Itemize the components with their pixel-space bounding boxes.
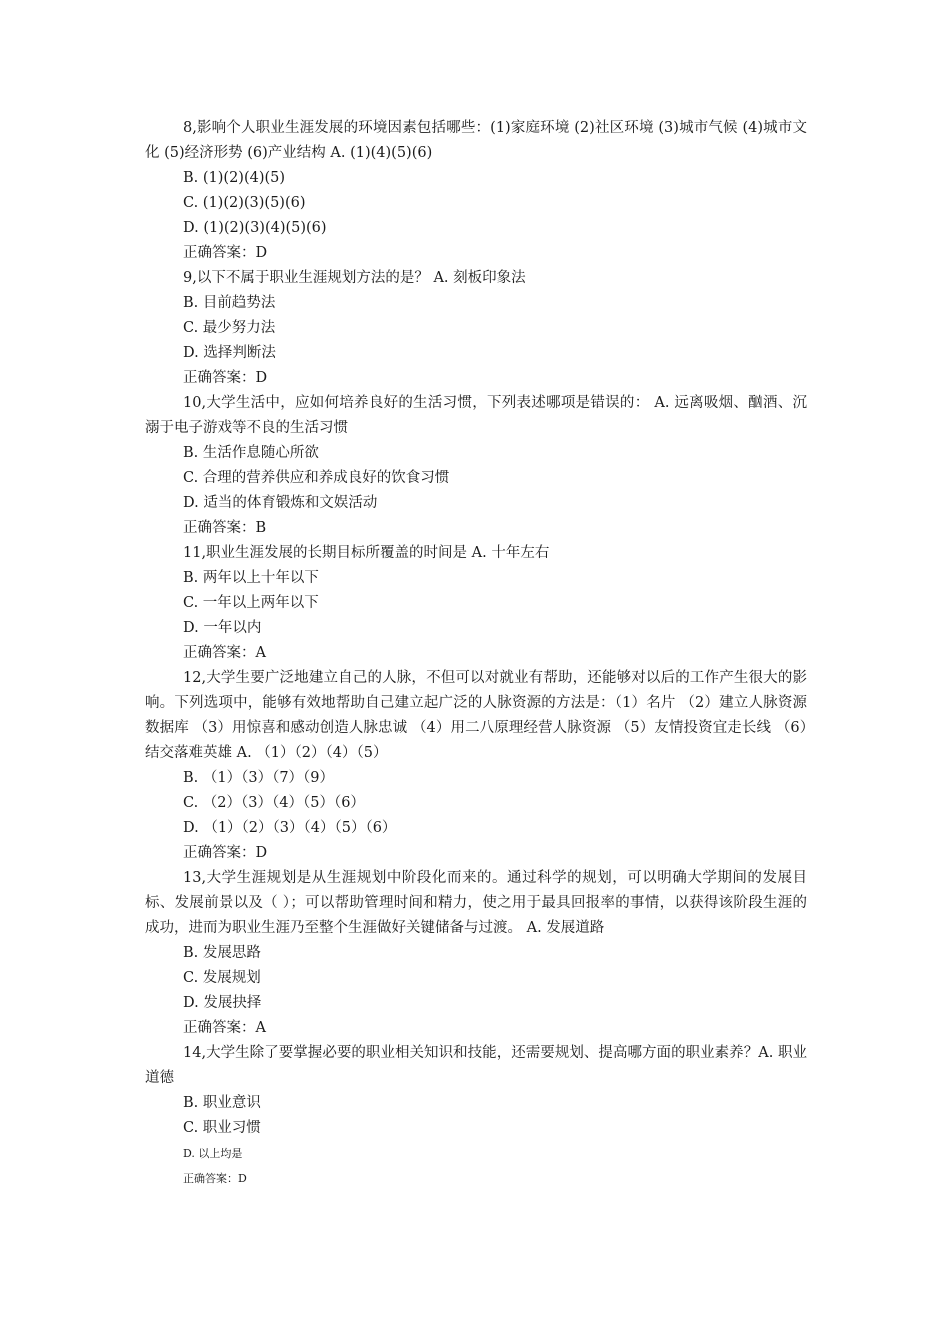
option-c: C. （2）（3）（4）（5）（6） [183,795,365,811]
option-d: D. (1)(2)(3)(4)(5)(6) [183,220,327,236]
option-d: D. 选择判断法 [183,345,276,361]
question-9 [145,266,807,391]
option-d: D. （1）（2）（3）（4）（5）（6） [183,820,397,836]
option-c: C. 职业习惯 [183,1120,261,1136]
question-10 [145,391,807,541]
question-stem: 12,大学生要广泛地建立自己的人脉，不但可以对就业有帮助，还能够对以后的工作产生很大的影响。下列选项中，能够有效地帮助自己建立起广泛的人脉资源的方法是：（1）名片 （2）建立人脉资源数据库 （3）用惊喜和感动创造人脉忠诚 （4）用二八原理经营人脉资源 （5）友情投资宜走长线 （6）结交落难英雄 A. （1）（2）（4）（5） [145,670,807,761]
option-c: C. (1)(2)(3)(5)(6) [183,195,306,211]
answer-line: 正确答案：A [183,645,266,661]
question-stem: 10,大学生活中，应如何培养良好的生活习惯，下列表述哪项是错误的： A. 远离吸烟、酗酒、沉溺于电子游戏等不良的生活习惯 [145,395,807,436]
option-b: B. 发展思路 [183,945,261,961]
question-8 [145,116,807,266]
question-11 [145,541,807,666]
answer-line: 正确答案：D [183,245,268,261]
option-c: C. 发展规划 [183,970,261,986]
question-stem: 13,大学生涯规划是从生涯规划中阶段化而来的。通过科学的规划，可以明确大学期间的发展目标、发展前景以及（ ）；可以帮助管理时间和精力，使之用于最具回报率的事情，以获得该阶段生涯的成功，进而为职业生涯乃至整个生涯做好关键储备与过渡。 A. 发展道路 [145,870,807,936]
option-b: B. 两年以上十年以下 [183,570,319,586]
answer-line: 正确答案：D [183,845,268,861]
answer-line: 正确答案：D [183,370,268,386]
option-b: B. 职业意识 [183,1095,261,1111]
option-d: D. 发展抉择 [183,995,262,1011]
option-c: C. 最少努力法 [183,320,276,336]
option-b: B. 目前趋势法 [183,295,276,311]
option-b: B. (1)(2)(4)(5) [183,170,286,186]
question-12 [145,666,807,866]
option-b: B. 生活作息随心所欲 [183,445,319,461]
answer-line: 正确答案：D [183,1172,247,1185]
question-stem: 14,大学生除了要掌握必要的职业相关知识和技能，还需要规划、提高哪方面的职业素养？A. 职业道德 [145,1045,807,1086]
question-stem: 8,影响个人职业生涯发展的环境因素包括哪些：(1)家庭环境 (2)社区环境 (3)城市气候 (4)城市文化 (5)经济形势 (6)产业结构 A. (1)(4)(5)(6) [145,120,807,161]
option-d: D. 一年以内 [183,620,262,636]
document-page [145,116,807,1191]
option-d: D. 适当的体育锻炼和文娱活动 [183,495,378,511]
option-b: B. （1）（3）（7）（9） [183,770,335,786]
answer-line: 正确答案：A [183,1020,266,1036]
question-14 [145,1041,807,1191]
answer-line: 正确答案：B [183,520,267,536]
question-13 [145,866,807,1041]
question-stem: 11,职业生涯发展的长期目标所覆盖的时间是 A. 十年左右 [183,545,550,561]
option-c: C. 一年以上两年以下 [183,595,319,611]
option-c: C. 合理的营养供应和养成良好的饮食习惯 [183,470,450,486]
option-d: D. 以上均是 [183,1147,243,1160]
question-stem: 9,以下不属于职业生涯规划方法的是？ A. 刻板印象法 [183,270,526,286]
